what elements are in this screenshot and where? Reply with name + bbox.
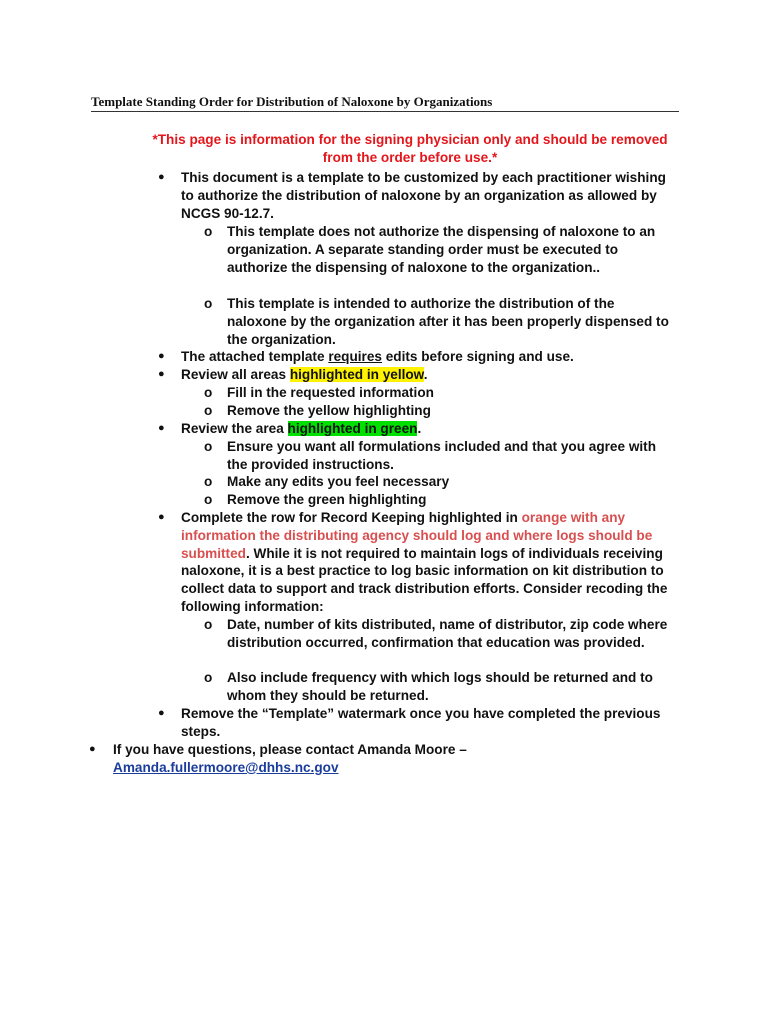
sub-list-item-text: Remove the green highlighting [227, 492, 427, 507]
green-highlight: highlighted in green [287, 421, 418, 436]
contact-text: If you have questions, please contact Amanda Moore – [113, 742, 467, 757]
list-item-text: Review all areas [181, 367, 290, 382]
sub-list-item-text: Also include frequency with which logs should be returned and to whom they should be returned. [227, 670, 653, 703]
email-link[interactable]: Amanda.fullermoore@dhhs.nc.gov [113, 759, 339, 775]
signing-physician-notice: *This page is information for the signing physician only and should be removed from the order before use.* [152, 132, 668, 165]
list-item-text: This document is a template to be customized by each practitioner wishing to authorize the distribution of naloxone by an organization as allowed by NCGS 90-12.7. [181, 170, 666, 221]
sub-list-item [204, 438, 677, 474]
bullet-icon: ● [158, 350, 165, 362]
bullet-icon: ● [158, 511, 165, 523]
sub-list-item-text: Fill in the requested information [227, 385, 434, 400]
underlined-text: requires [328, 349, 382, 364]
list-item-text: Complete the row for Record Keeping highlighted in [181, 510, 522, 525]
list-item-text: Remove the “Template” watermark once you have completed the previous steps. [181, 706, 661, 739]
list-item [158, 366, 681, 384]
sub-list-item [204, 491, 677, 509]
sub-list-item-text: Make any edits you feel necessary [227, 474, 450, 489]
sub-list-item-text: Date, number of kits distributed, name of distributor, zip code where distribution occurred, confirmation that education was provided. [227, 617, 668, 650]
list-item-text: . While it is not required to maintain logs of individuals receiving naloxone, it is a best practice to log basic information on kit distribution to collect data to support and track distribution efforts. Consider recoding the following information: [181, 545, 668, 614]
sub-list-item-text: Ensure you want all formulations included and that you agree with the provided instructions. [227, 439, 657, 472]
sub-list-item-text: This template does not authorize the dispensing of naloxone to an organization. A separate standing order must be executed to authorize the dispensing of naloxone to the organization.. [227, 224, 656, 275]
list-item [158, 705, 681, 741]
sub-list-item [204, 616, 677, 652]
sub-bullet-icon: o [204, 224, 213, 239]
sub-list-item-text: This template is intended to authorize the distribution of the naloxone by the organization after it has been properly dispensed to the organization. [227, 296, 669, 347]
sub-bullet-icon: o [204, 474, 213, 489]
sub-list-item [204, 669, 677, 705]
sub-list-item [204, 402, 677, 420]
document-title: Template Standing Order for Distribution of Naloxone by Organizations [91, 94, 679, 112]
sub-bullet-icon: o [204, 296, 213, 311]
sub-bullet-icon: o [204, 492, 213, 507]
list-item-text: . [423, 367, 428, 382]
sub-list-item [204, 384, 677, 402]
sub-list-item [204, 223, 677, 276]
bullet-icon: ● [158, 707, 165, 719]
list-item-text: edits before signing and use. [381, 349, 574, 364]
bullet-icon: ● [158, 422, 165, 434]
bullet-icon: ● [158, 171, 165, 183]
bullet-icon: ● [158, 368, 165, 380]
sub-bullet-icon: o [204, 439, 213, 454]
sub-list-item-text: Remove the yellow highlighting [227, 403, 431, 418]
list-item [158, 169, 681, 222]
list-item-text: Review the area [181, 421, 288, 436]
contact-item [89, 741, 673, 777]
sub-list-item [204, 295, 677, 348]
sub-list-item [204, 473, 677, 491]
sub-bullet-icon: o [204, 403, 213, 418]
orange-text: orange with any information the distributing agency should log and where logs should be submitted [181, 510, 653, 561]
sub-bullet-icon: o [204, 617, 213, 632]
list-item [158, 348, 681, 366]
sub-bullet-icon: o [204, 385, 213, 400]
bullet-icon: ● [89, 743, 96, 755]
list-item [158, 509, 681, 616]
sub-bullet-icon: o [204, 670, 213, 685]
list-item-text: The attached template [181, 349, 329, 364]
list-item [158, 420, 681, 438]
yellow-highlight: highlighted in yellow [289, 367, 424, 382]
list-item-text: . [417, 421, 422, 436]
